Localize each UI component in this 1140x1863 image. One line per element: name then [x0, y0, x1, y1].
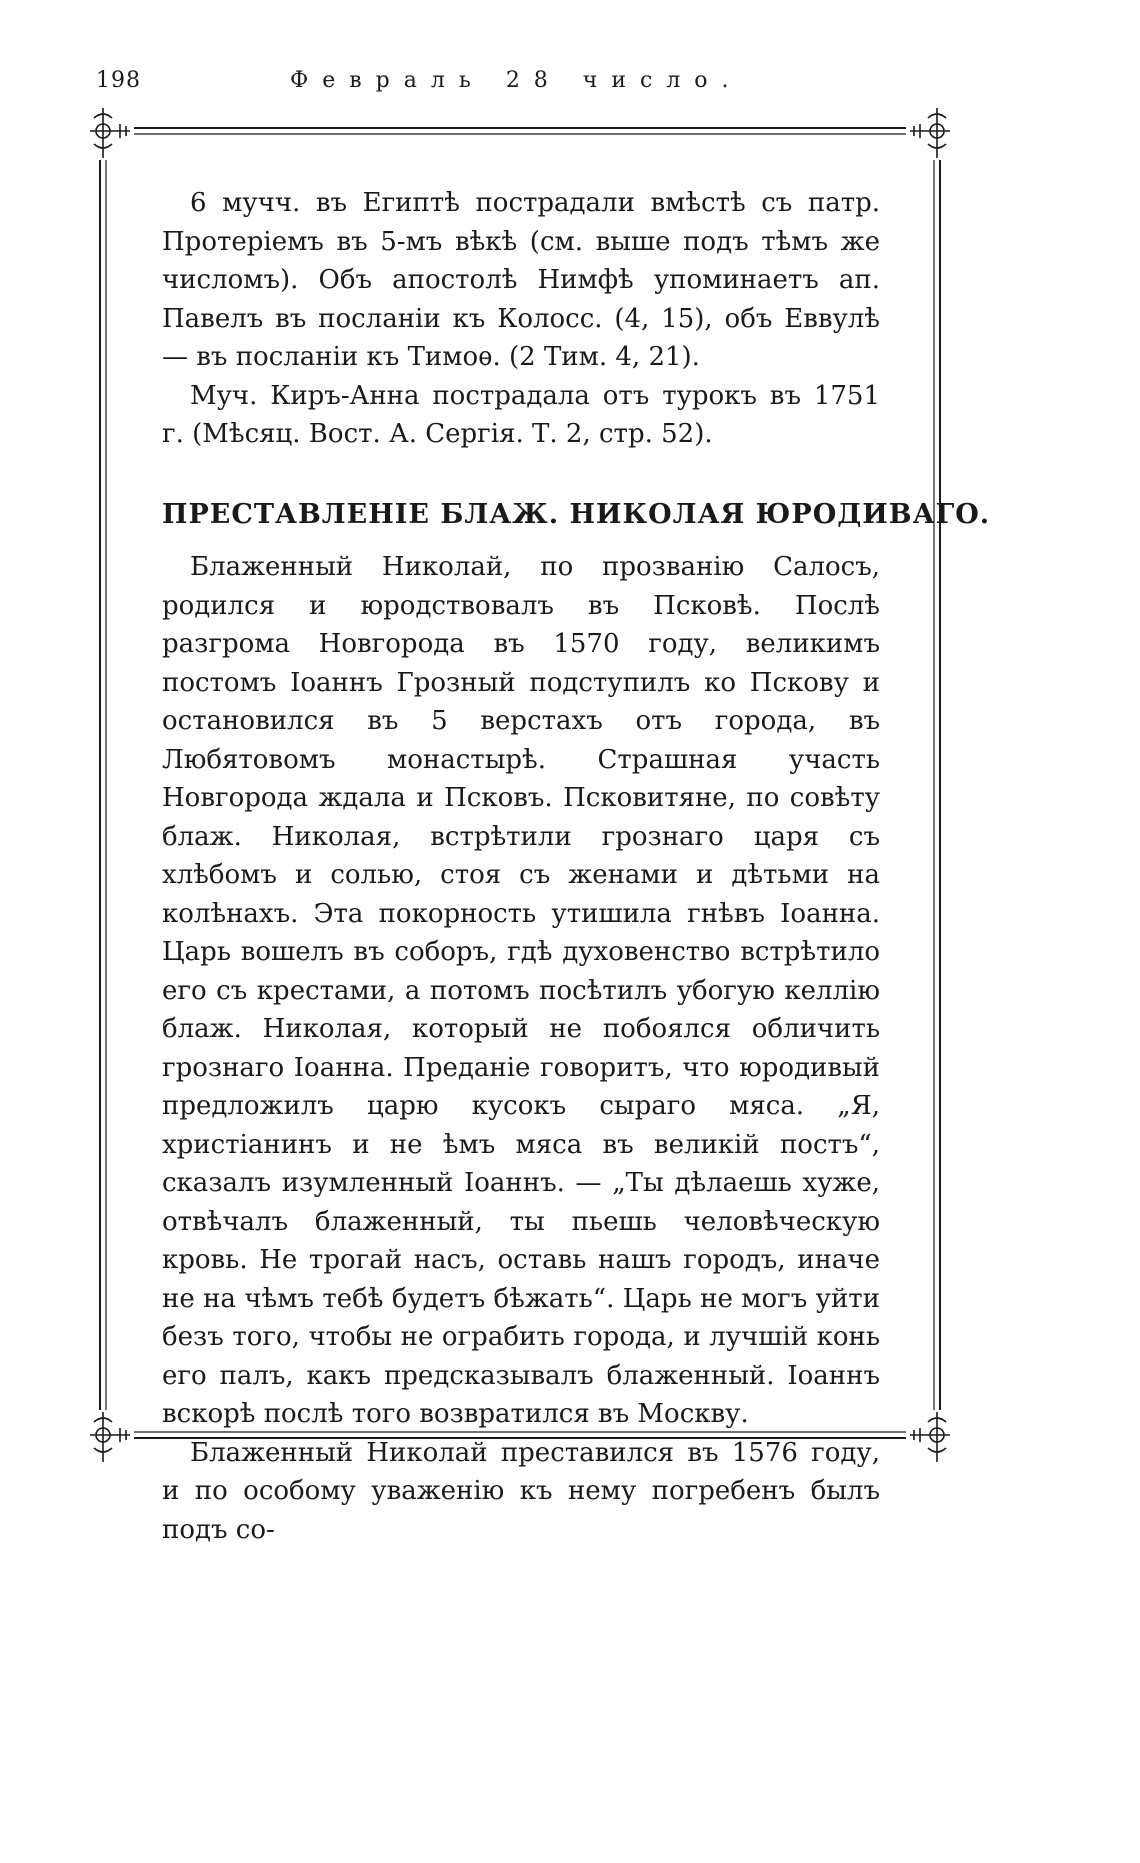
paragraph-nicholas-repose: Блаженный Николай преставился въ 1576 году, и по особому уваженію къ нему погребенъ былъ подъ со-: [162, 1437, 880, 1545]
paragraph-martyr-kira-anna: Муч. Киръ-Анна пострадала отъ турокъ въ 1751 г. (Мѣсяц. Вост. А. Сергія. Т. 2, стр. 52).: [162, 380, 880, 449]
paragraph-martyrs-egypt: 6 мучч. въ Египтѣ пострадали вмѣстѣ съ патр. Протеріемъ въ 5-мъ вѣкѣ (см. выше подъ тѣмъ же числомъ). Объ апостолѣ Нимфѣ упоминаетъ ап. Павелъ въ посланіи къ Колосс. (4, 15), объ Еввулѣ — въ посланіи къ Тимоѳ. (2 Тим. 4, 21).: [162, 188, 880, 372]
paragraph-nicholas-life: Блаженный Николай, по прозванію Салосъ, родился и юродствовалъ въ Псковѣ. Послѣ разгрома Новгорода въ 1570 году, великимъ постомъ Іоаннъ Грозный подступилъ ко Пскову и остановился въ 5 верстахъ отъ города, въ Любятовомъ монастырѣ. Страшная участь Новгорода ждала и Псковъ. Псковитяне, по совѣту блаж. Николая, встрѣтили грознаго царя съ хлѣбомъ и солью, стоя съ женами и дѣтьми на колѣнахъ. Эта покорность утишила гнѣвъ Іоанна. Царь вошелъ въ соборъ, гдѣ духовенство встрѣтило его съ крестами, а потомъ посѣтилъ убогую келлію блаж. Николая, который не побоялся обличить грознаго Іоанна. Преданіе говоритъ, что юродивый предложилъ царю кусокъ сыраго мяса. „Я, христіанинъ и не ѣмъ мяса въ великій постъ“, сказалъ изумленный Іоаннъ. — „Ты дѣлаешь хуже, отвѣчалъ блаженный, ты пьешь человѣческую кровь. Не трогай насъ, оставь нашъ городъ, иначе не на чѣмъ тебѣ будетъ бѣжать“. Царь не могъ уйти безъ того, чтобы не ограбить города, и лучшій конь его палъ, какъ предсказывалъ блаженный. Іоаннъ вскорѣ послѣ того возвратился въ Москву.: [162, 552, 880, 1429]
page-body: [162, 184, 991, 1549]
running-title: Февраль 28 число.: [290, 68, 743, 93]
page-number: 198: [96, 68, 141, 93]
section-title: ПРЕСТАВЛЕНІЕ БЛАЖ. НИКОЛАЯ ЮРОДИВАГО.: [162, 498, 991, 530]
